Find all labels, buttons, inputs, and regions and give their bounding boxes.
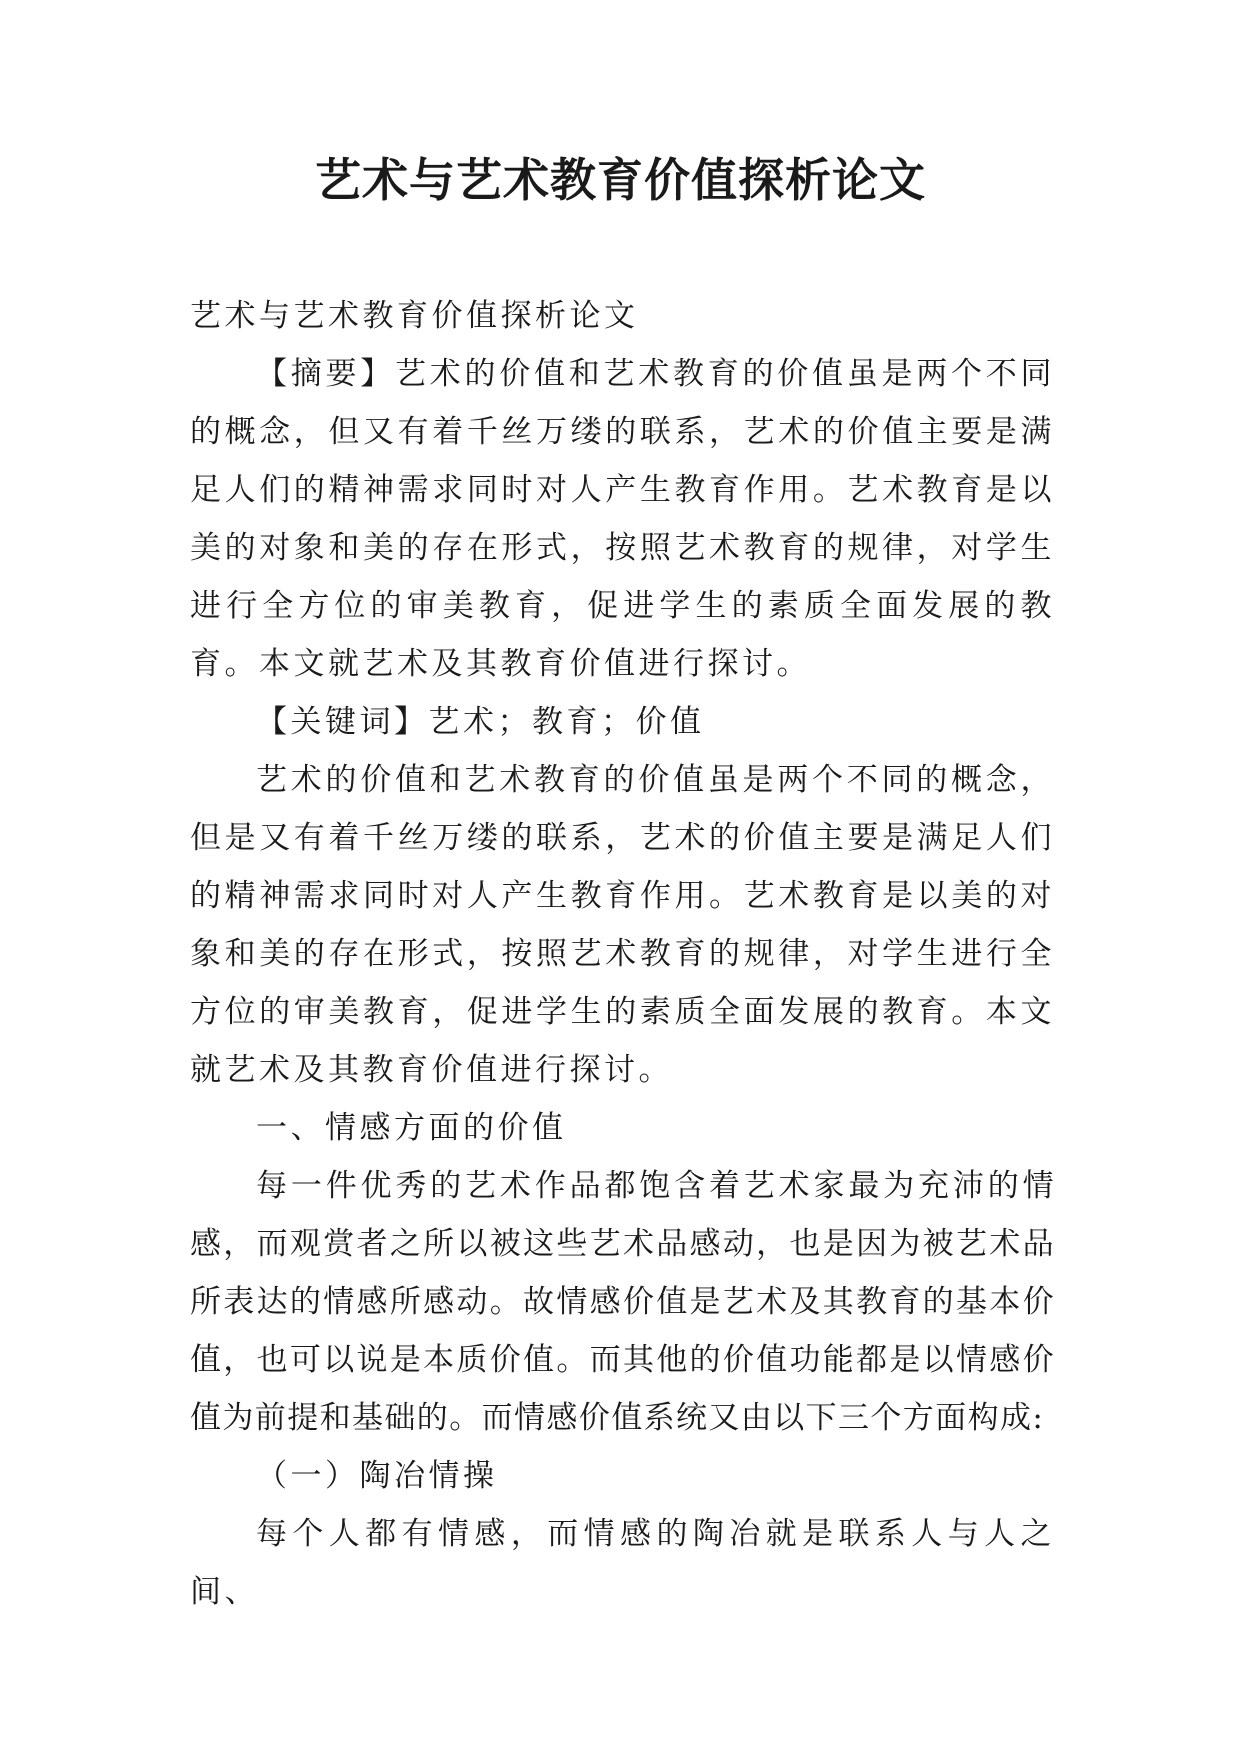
section-heading-emotional-value: 一、情感方面的价值 (256, 1110, 567, 1146)
abstract-paragraph: 【摘要】艺术的价值和艺术教育的价值虽是两个不同的概念，但又有着千丝万缕的联系，艺术的价值主要是满足人们的精神需求同时对人产生教育作用。艺术教育是以美的对象和美的存在形式，按照艺术教育的规律，对学生进行全方位的审美教育，促进学生的素质全面发展的教育。本文就艺术及其教育价值进行探讨。 (190, 356, 1055, 682)
intro-paragraph: 艺术的价值和艺术教育的价值虽是两个不同的概念，但是又有着千丝万缕的联系，艺术的价值主要是满足人们的精神需求同时对人产生教育作用。艺术教育是以美的对象和美的存在形式，按照艺术教育的规律，对学生进行全方位的审美教育，促进学生的素质全面发展的教育。本文就艺术及其教育价值进行探讨。 (190, 762, 1055, 1088)
document-body (190, 287, 1055, 1621)
subtitle-line: 艺术与艺术教育价值探析论文 (190, 298, 639, 334)
keywords-paragraph: 【关键词】艺术；教育；价值 (256, 704, 705, 740)
document-title: 艺术与艺术教育价值探析论文 (315, 153, 926, 207)
subsection-heading-cultivate-sentiment: （一）陶冶情操 (256, 1458, 498, 1494)
emotional-value-paragraph: 每一件优秀的艺术作品都饱含着艺术家最为充沛的情感，而观赏者之所以被这些艺术品感动，也是因为被艺术品所表达的情感所感动。故情感价值是艺术及其教育的基本价值，也可以说是本质价值。而其他的价值功能都是以情感价值为前提和基础的。而情感价值系统又由以下三个方面构成: (190, 1168, 1055, 1436)
cultivate-sentiment-paragraph: 每个人都有情感，而情感的陶冶就是联系人与人之间、 (190, 1516, 1055, 1610)
